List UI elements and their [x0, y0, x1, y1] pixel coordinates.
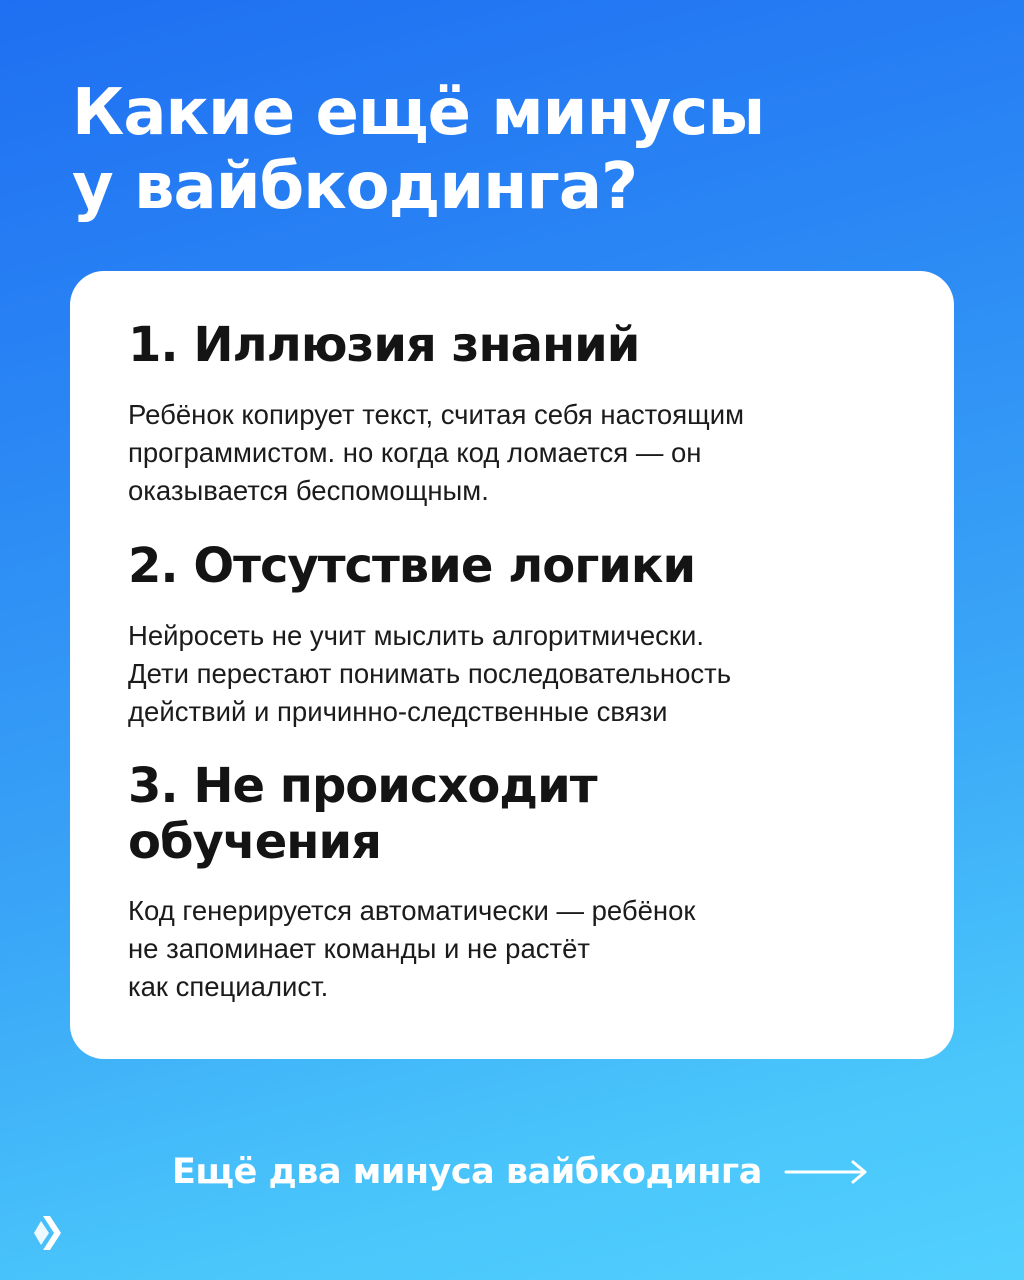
arrow-right-icon — [784, 1159, 868, 1185]
minus-item — [128, 758, 898, 1006]
minus-item-title: 2. Отсутствие логики — [128, 538, 696, 594]
next-slide-link[interactable] — [172, 1148, 868, 1196]
minuses-card — [70, 271, 954, 1059]
page-title — [72, 76, 972, 224]
minus-item-text: Ребёнок копирует текст, считая себя настоящим программистом. но когда код ломается — он оказывается беспомощным. — [128, 399, 744, 506]
page-title-text: Какие ещё минусы у вайбкодинга? — [72, 76, 765, 224]
next-slide-label: Ещё два минуса вайбкодинга — [172, 1152, 762, 1192]
minus-item-text: Код генерируется автоматически — ребёнок не запоминает команды и не растёт как специалист. — [128, 895, 696, 1002]
minus-item — [128, 317, 898, 510]
minus-item-title: 3. Не происходит обучения — [128, 758, 597, 870]
minus-item — [128, 538, 898, 731]
minus-item-title: 1. Иллюзия знаний — [128, 317, 640, 373]
minus-item-text: Нейросеть не учит мыслить алгоритмически. Дети перестают понимать последовательность действий и причинно-следственные связи — [128, 620, 732, 727]
diamond-logo-icon — [30, 1213, 64, 1253]
